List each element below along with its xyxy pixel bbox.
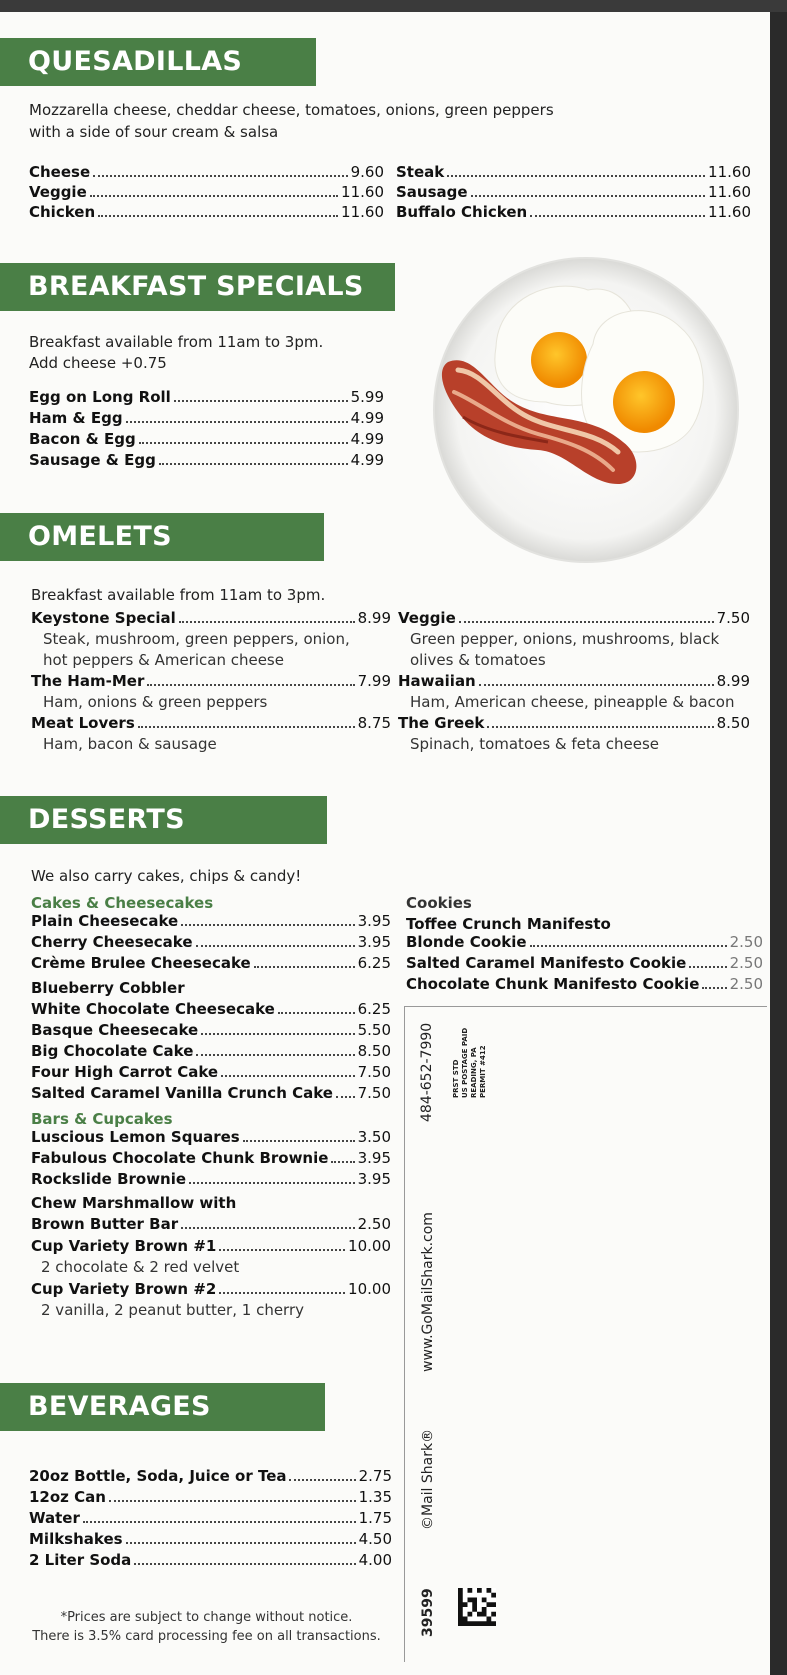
dot-leader <box>83 1521 356 1523</box>
quesadillas-description-line1: Mozzarella cheese, cheddar cheese, tomatoes, onions, green peppers <box>29 101 554 119</box>
item-name: Fabulous Chocolate Chunk Brownie <box>31 1149 329 1167</box>
breakfast-note-hours: Breakfast available from 11am to 3pm. <box>29 333 324 351</box>
omelets-banner: OMELETS <box>0 513 324 561</box>
item-price: 1.35 <box>358 1488 392 1506</box>
item-description: Steak, mushroom, green peppers, onion, <box>43 630 350 648</box>
desserts-note: We also carry cakes, chips & candy! <box>31 867 302 885</box>
item-description: 2 vanilla, 2 peanut butter, 1 cherry <box>41 1301 304 1319</box>
dot-leader <box>471 195 705 197</box>
item-name: White Chocolate Cheesecake <box>31 1000 275 1018</box>
menu-item-row <box>396 202 751 223</box>
menu-item-row <box>29 429 384 450</box>
cookies-heading: Cookies <box>406 894 472 912</box>
dot-leader <box>447 175 705 177</box>
dot-leader <box>98 215 338 217</box>
item-price: 3.50 <box>357 1128 391 1146</box>
mail-shark-brand: ©Mail Shark® <box>420 1428 436 1530</box>
dot-leader <box>530 215 705 217</box>
dot-leader <box>530 945 727 947</box>
prices-footnote <box>14 1608 399 1646</box>
item-price: 11.60 <box>708 183 751 201</box>
dot-leader <box>219 1249 345 1251</box>
dot-leader <box>278 1012 355 1014</box>
dot-leader <box>90 195 338 197</box>
dot-leader <box>126 1542 356 1544</box>
item-name: Sausage & Egg <box>29 451 156 469</box>
item-name: Big Chocolate Cake <box>31 1042 194 1060</box>
dot-leader <box>219 1292 345 1294</box>
toffee-crunch-item-line1: Toffee Crunch Manifesto <box>406 915 611 933</box>
dot-leader <box>331 1161 354 1163</box>
item-price: 10.00 <box>348 1280 391 1298</box>
beverage-item-row <box>29 1550 392 1571</box>
item-name: The Ham-Mer <box>31 672 145 690</box>
item-name: Meat Lovers <box>31 714 135 732</box>
cakes-cheesecakes-heading: Cakes & Cheesecakes <box>31 894 214 912</box>
item-price: 6.25 <box>357 1000 391 1018</box>
dot-leader <box>159 463 348 465</box>
postage-indicia: PRST STD US POSTAGE PAID READING, PA PERMIT #412 <box>452 1027 487 1098</box>
dessert-item-row <box>31 1169 391 1190</box>
mailing-address-panel <box>404 1006 767 1662</box>
item-name: Chocolate Chunk Manifesto Cookie <box>406 975 700 993</box>
item-name: Ham & Egg <box>29 409 123 427</box>
item-name: Plain Cheesecake <box>31 912 179 930</box>
dot-leader <box>196 1054 354 1056</box>
item-description: hot peppers & American cheese <box>43 651 284 669</box>
dot-leader <box>134 1563 355 1565</box>
menu-page <box>0 12 770 1675</box>
dot-leader <box>459 621 714 623</box>
cookie-item-row <box>406 953 763 974</box>
item-name: Chicken <box>29 203 96 221</box>
item-name: Basque Cheesecake <box>31 1021 199 1039</box>
dot-leader <box>221 1075 355 1077</box>
beverage-item-row <box>29 1466 392 1487</box>
item-name: Water <box>29 1509 80 1527</box>
item-price: 4.00 <box>358 1551 392 1569</box>
item-price: 7.50 <box>357 1084 391 1102</box>
item-price: 3.95 <box>357 1149 391 1167</box>
menu-item-row <box>29 202 384 223</box>
dessert-item-row <box>31 1041 391 1062</box>
item-description: Ham, American cheese, pineapple & bacon <box>410 693 735 711</box>
menu-item-row <box>396 182 751 203</box>
dot-leader <box>201 1033 354 1035</box>
beverage-item-row <box>29 1508 392 1529</box>
dessert-item-row <box>31 1127 391 1148</box>
item-name: Cup Variety Brown #2 <box>31 1280 217 1298</box>
dessert-item-row <box>31 1020 391 1041</box>
item-price: 1.75 <box>358 1509 392 1527</box>
dot-leader <box>179 621 355 623</box>
menu-item-row <box>29 450 384 471</box>
item-price: 8.99 <box>357 609 391 627</box>
item-price: 4.99 <box>350 451 384 469</box>
item-price: 8.75 <box>357 714 391 732</box>
dot-leader <box>254 966 355 968</box>
item-name: Veggie <box>398 609 456 627</box>
barcode-matrix-icon <box>458 1588 496 1626</box>
item-name: 20oz Bottle, Soda, Juice or Tea <box>29 1467 287 1485</box>
item-price: 5.99 <box>350 388 384 406</box>
dessert-item-row <box>31 1148 391 1169</box>
item-price: 7.99 <box>357 672 391 690</box>
item-price: 4.99 <box>350 409 384 427</box>
breakfast-note-cheese: Add cheese +0.75 <box>29 354 167 372</box>
item-name: Salted Caramel Manifesto Cookie <box>406 954 687 972</box>
dot-leader <box>702 987 726 989</box>
dot-leader <box>174 400 348 402</box>
item-price: 8.50 <box>716 714 750 732</box>
item-price: 7.50 <box>357 1063 391 1081</box>
item-price: 2.50 <box>357 1215 391 1233</box>
item-name: Steak <box>396 163 445 181</box>
menu-item-row <box>29 182 384 203</box>
bars-cupcakes-heading: Bars & Cupcakes <box>31 1110 173 1128</box>
item-name: The Greek <box>398 714 485 732</box>
dessert-item-row <box>31 1083 391 1104</box>
item-price: 3.95 <box>357 1170 391 1188</box>
dot-leader <box>139 442 348 444</box>
item-price: 6.25 <box>357 954 391 972</box>
dessert-item-row <box>31 953 391 974</box>
footnote-line2: There is 3.5% card processing fee on all transactions. <box>32 1629 381 1644</box>
phone-number: 484-652-7990 <box>419 1022 435 1122</box>
dot-leader <box>479 684 714 686</box>
dessert-item-row <box>31 1062 391 1083</box>
item-price: 8.50 <box>357 1042 391 1060</box>
item-name: Hawaiian <box>398 672 476 690</box>
item-name: Salted Caramel Vanilla Crunch Cake <box>31 1084 333 1102</box>
item-name: Four High Carrot Cake <box>31 1063 219 1081</box>
item-price: 2.50 <box>729 975 763 993</box>
item-name: Sausage <box>396 183 468 201</box>
item-name: Cherry Cheesecake <box>31 933 193 951</box>
item-price: 11.60 <box>341 203 384 221</box>
dot-leader <box>126 421 348 423</box>
website-url: www.GoMailShark.com <box>420 1212 436 1372</box>
chew-marshmallow-item-line1: Chew Marshmallow with <box>31 1194 237 1212</box>
item-price: 10.00 <box>348 1237 391 1255</box>
item-name: Egg on Long Roll <box>29 388 171 406</box>
item-name: 12oz Can <box>29 1488 106 1506</box>
item-name: Keystone Special <box>31 609 176 627</box>
cookie-item-row <box>406 932 763 953</box>
item-price: 9.60 <box>350 163 384 181</box>
item-price: 11.60 <box>708 203 751 221</box>
quesadillas-description-line2: with a side of sour cream & salsa <box>29 123 279 141</box>
dessert-item-row <box>31 1214 391 1235</box>
dessert-item-row <box>31 1236 391 1257</box>
dot-leader <box>93 175 347 177</box>
item-price: 11.60 <box>708 163 751 181</box>
item-name: Blonde Cookie <box>406 933 527 951</box>
item-name: 2 Liter Soda <box>29 1551 132 1569</box>
item-description: Green pepper, onions, mushrooms, black <box>410 630 720 648</box>
mail-code-number: 39599 <box>420 1588 436 1637</box>
item-description: Ham, bacon & sausage <box>43 735 217 753</box>
dot-leader <box>487 726 713 728</box>
item-description: Spinach, tomatoes & feta cheese <box>410 735 660 753</box>
dot-leader <box>181 924 354 926</box>
menu-item-row <box>396 162 751 183</box>
blueberry-cobbler-item: Blueberry Cobbler <box>31 979 185 997</box>
omelet-item-row <box>398 671 750 692</box>
dessert-item-row <box>31 1279 391 1300</box>
item-price: 2.75 <box>358 1467 392 1485</box>
dessert-item-row <box>31 911 391 932</box>
item-name: Rockslide Brownie <box>31 1170 187 1188</box>
eggs-and-bacon-image <box>428 252 744 568</box>
omelet-item-row <box>31 671 391 692</box>
footnote-line1: *Prices are subject to change without notice. <box>60 1610 353 1625</box>
beverages-banner: BEVERAGES <box>0 1383 325 1431</box>
item-price: 2.50 <box>729 954 763 972</box>
item-name: Cup Variety Brown #1 <box>31 1237 217 1255</box>
item-description: olives & tomatoes <box>410 651 546 669</box>
item-price: 8.99 <box>716 672 750 690</box>
omelet-item-row <box>31 608 391 629</box>
dot-leader <box>196 945 355 947</box>
breakfast-specials-banner: BREAKFAST SPECIALS <box>0 263 395 311</box>
menu-item-row <box>29 162 384 183</box>
omelet-item-row <box>31 713 391 734</box>
menu-item-row <box>29 408 384 429</box>
dot-leader <box>243 1140 355 1142</box>
dot-leader <box>189 1182 355 1184</box>
photo-top-edge <box>0 0 787 12</box>
beverage-item-row <box>29 1487 392 1508</box>
item-name: Buffalo Chicken <box>396 203 528 221</box>
item-name: Crème Brulee Cheesecake <box>31 954 251 972</box>
item-name: Cheese <box>29 163 91 181</box>
menu-item-row <box>29 387 384 408</box>
item-name: Milkshakes <box>29 1530 123 1548</box>
item-name: Bacon & Egg <box>29 430 136 448</box>
item-name: Luscious Lemon Squares <box>31 1128 240 1146</box>
item-price: 5.50 <box>357 1021 391 1039</box>
item-name: Brown Butter Bar <box>31 1215 179 1233</box>
omelet-item-row <box>398 608 750 629</box>
beverage-item-row <box>29 1529 392 1550</box>
item-price: 7.50 <box>716 609 750 627</box>
dessert-item-row <box>31 932 391 953</box>
item-description: Ham, onions & green peppers <box>43 693 268 711</box>
item-price: 4.99 <box>350 430 384 448</box>
dot-leader <box>689 966 726 968</box>
quesadillas-banner: QUESADILLAS <box>0 38 316 86</box>
item-price: 2.50 <box>729 933 763 951</box>
dot-leader <box>336 1096 355 1098</box>
dot-leader <box>147 684 354 686</box>
omelets-note-hours: Breakfast available from 11am to 3pm. <box>31 586 326 604</box>
dot-leader <box>138 726 355 728</box>
item-description: 2 chocolate & 2 red velvet <box>41 1258 240 1276</box>
dot-leader <box>181 1227 355 1229</box>
item-price: 11.60 <box>341 183 384 201</box>
item-price: 3.95 <box>357 933 391 951</box>
omelet-item-row <box>398 713 750 734</box>
desserts-banner: DESSERTS <box>0 796 327 844</box>
item-name: Veggie <box>29 183 87 201</box>
dot-leader <box>109 1500 356 1502</box>
dessert-item-row <box>31 999 391 1020</box>
cookie-item-row <box>406 974 763 995</box>
item-price: 3.95 <box>357 912 391 930</box>
dot-leader <box>289 1479 355 1481</box>
item-price: 4.50 <box>358 1530 392 1548</box>
